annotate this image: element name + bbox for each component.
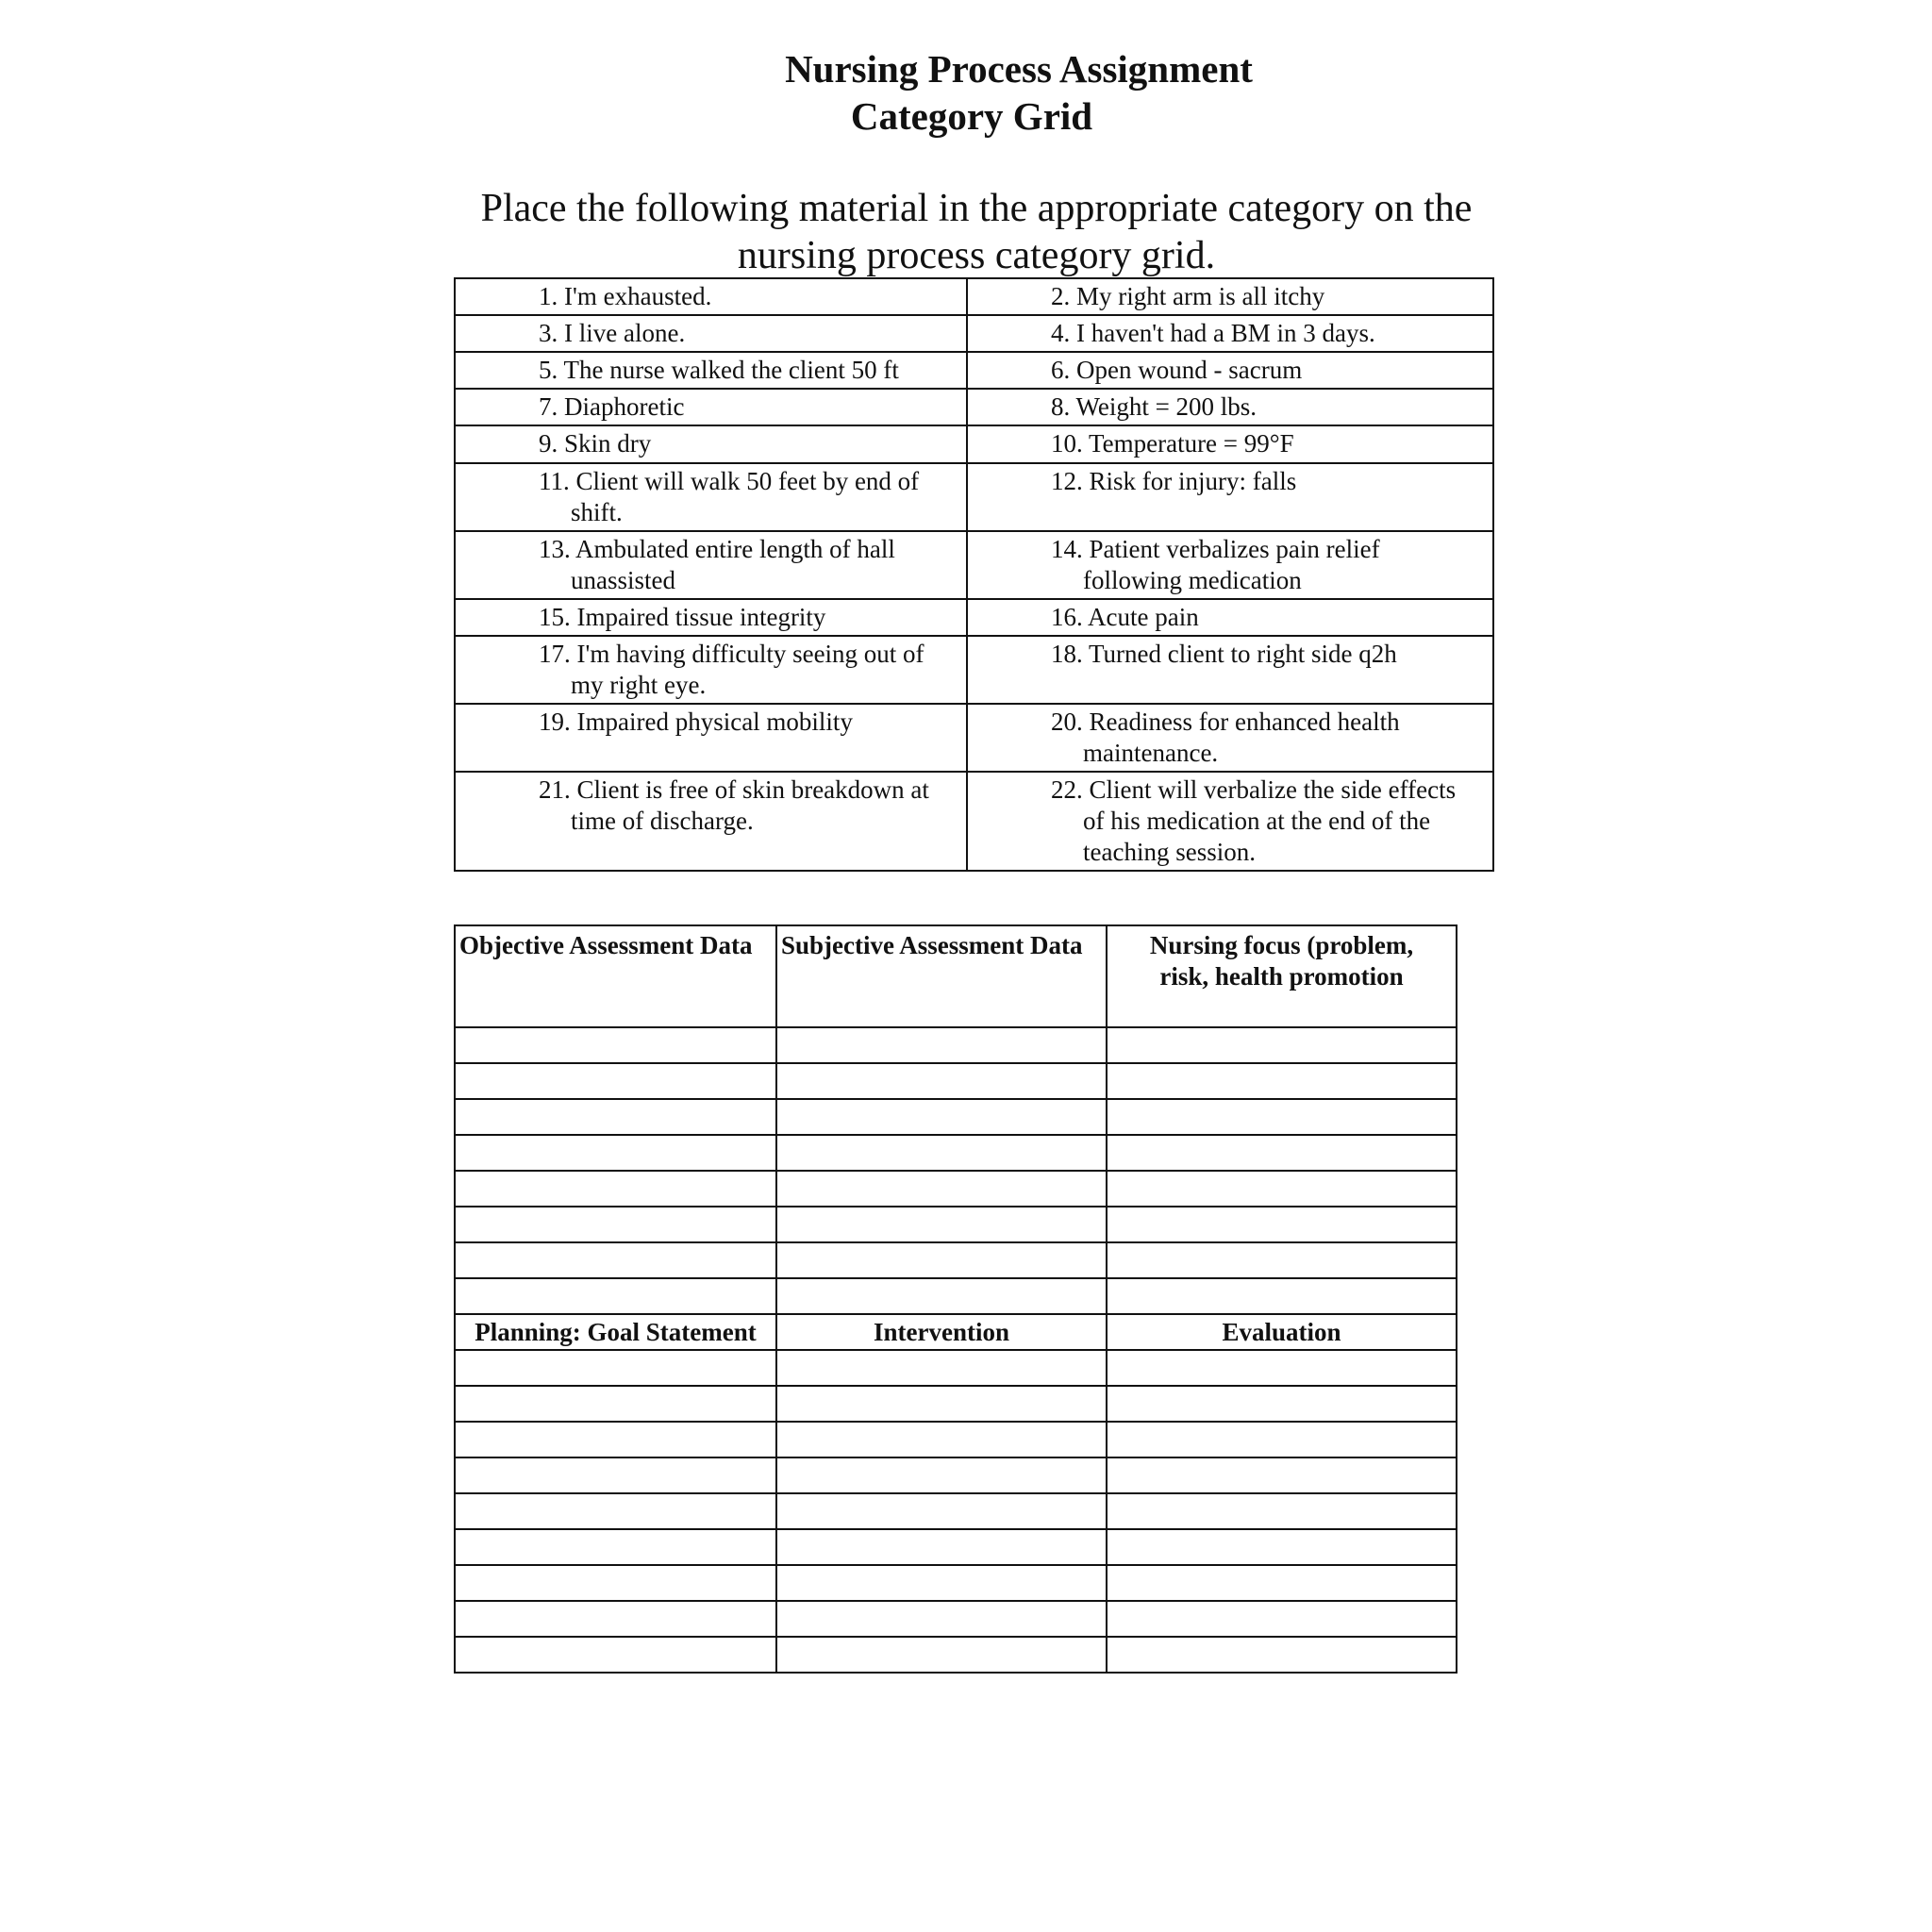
- grid-cell[interactable]: [776, 1207, 1107, 1242]
- evaluation-header: Evaluation: [1107, 1314, 1457, 1350]
- grid-cell[interactable]: [455, 1063, 776, 1099]
- page-subtitle: Category Grid: [850, 94, 1093, 138]
- grid-row: [455, 1027, 1457, 1063]
- grid-cell[interactable]: [1107, 1207, 1457, 1242]
- grid-cell[interactable]: [1107, 1099, 1457, 1135]
- grid-cell[interactable]: [1107, 1278, 1457, 1314]
- item-text: 10. Temperature = 99°F: [1051, 429, 1294, 458]
- item-text: 16. Acute pain: [1051, 603, 1199, 631]
- grid-cell[interactable]: [776, 1027, 1107, 1063]
- item-cell: [967, 463, 1493, 531]
- item-text: 17. I'm having difficulty seeing out of my right eye.: [539, 640, 924, 699]
- grid-cell[interactable]: [776, 1350, 1107, 1386]
- grid-cell[interactable]: [455, 1493, 776, 1529]
- item-cell: [967, 315, 1493, 352]
- grid-cell[interactable]: [455, 1386, 776, 1422]
- grid-cell[interactable]: [455, 1207, 776, 1242]
- grid-cell[interactable]: [455, 1099, 776, 1135]
- item-row: [455, 599, 1493, 636]
- instructions-text: Place the following material in the appropriate category on the nursing process category grid.: [480, 187, 1473, 277]
- grid-cell[interactable]: [1107, 1242, 1457, 1278]
- item-text: 1. I'm exhausted.: [539, 282, 712, 310]
- item-text: 20. Readiness for enhanced health maintenance.: [1051, 708, 1400, 767]
- item-cell: [455, 531, 967, 599]
- grid-row: [455, 1529, 1457, 1565]
- grid-cell[interactable]: [455, 1457, 776, 1493]
- grid-cell[interactable]: [776, 1565, 1107, 1601]
- grid-cell[interactable]: [776, 1099, 1107, 1135]
- item-cell: [967, 531, 1493, 599]
- item-row: [455, 389, 1493, 425]
- item-text: 2. My right arm is all itchy: [1051, 282, 1325, 310]
- grid-row: [455, 1386, 1457, 1422]
- grid-cell[interactable]: [1107, 1529, 1457, 1565]
- grid-row: [455, 1422, 1457, 1457]
- grid-cell[interactable]: [1107, 1422, 1457, 1457]
- item-text: 3. I live alone.: [539, 319, 686, 347]
- page-title: Nursing Process Assignment: [785, 47, 1253, 91]
- item-text: 4. I haven't had a BM in 3 days.: [1051, 319, 1375, 347]
- grid-cell[interactable]: [455, 1350, 776, 1386]
- item-row: [455, 352, 1493, 389]
- item-cell: [455, 772, 967, 871]
- item-text: 22. Client will verbalize the side effects of his medication at the end of the teaching session.: [1051, 775, 1457, 866]
- item-row: [455, 315, 1493, 352]
- grid-cell[interactable]: [1107, 1386, 1457, 1422]
- grid-cell[interactable]: [455, 1637, 776, 1673]
- grid-row: [455, 1350, 1457, 1386]
- grid-cell[interactable]: [1107, 1135, 1457, 1171]
- item-text: 5. The nurse walked the client 50 ft: [539, 356, 899, 384]
- item-text: 7. Diaphoretic: [539, 392, 685, 421]
- grid-cell[interactable]: [776, 1493, 1107, 1529]
- item-cell: [455, 278, 967, 315]
- item-row: [455, 531, 1493, 599]
- grid-cell[interactable]: [455, 1601, 776, 1637]
- item-text: 19. Impaired physical mobility: [539, 708, 853, 736]
- grid-cell[interactable]: [455, 1278, 776, 1314]
- item-row: [455, 636, 1493, 704]
- objective-assessment-header: Objective Assessment Data: [455, 925, 776, 1027]
- grid-cell[interactable]: [1107, 1601, 1457, 1637]
- item-text: 6. Open wound - sacrum: [1051, 356, 1303, 384]
- grid-cell[interactable]: [1107, 1027, 1457, 1063]
- grid-row: [455, 1601, 1457, 1637]
- grid-cell[interactable]: [776, 1135, 1107, 1171]
- assessment-header-row: [455, 925, 1457, 1027]
- grid-cell[interactable]: [776, 1457, 1107, 1493]
- grid-cell[interactable]: [776, 1171, 1107, 1207]
- grid-cell[interactable]: [1107, 1350, 1457, 1386]
- grid-row: [455, 1637, 1457, 1673]
- item-cell: [455, 389, 967, 425]
- grid-cell[interactable]: [1107, 1063, 1457, 1099]
- grid-row: [455, 1565, 1457, 1601]
- item-cell: [455, 425, 967, 463]
- item-cell: [455, 463, 967, 531]
- nursing-focus-header: Nursing focus (problem, risk, health promotion: [1107, 925, 1457, 1027]
- item-text: 12. Risk for injury: falls: [1051, 467, 1297, 495]
- grid-row: [455, 1493, 1457, 1529]
- grid-cell[interactable]: [1107, 1457, 1457, 1493]
- item-cell: [455, 704, 967, 772]
- grid-cell[interactable]: [455, 1422, 776, 1457]
- grid-cell[interactable]: [455, 1242, 776, 1278]
- item-cell: [967, 389, 1493, 425]
- grid-cell[interactable]: [776, 1063, 1107, 1099]
- item-cell: [967, 704, 1493, 772]
- grid-row: [455, 1135, 1457, 1171]
- grid-row: [455, 1207, 1457, 1242]
- grid-cell[interactable]: [776, 1529, 1107, 1565]
- grid-row: [455, 1242, 1457, 1278]
- grid-cell[interactable]: [776, 1422, 1107, 1457]
- item-row: [455, 425, 1493, 463]
- item-text: 11. Client will walk 50 feet by end of shift.: [539, 467, 920, 526]
- item-cell: [967, 772, 1493, 871]
- grid-cell[interactable]: [776, 1242, 1107, 1278]
- subjective-assessment-header: Subjective Assessment Data: [776, 925, 1107, 1027]
- grid-cell[interactable]: [455, 1171, 776, 1207]
- grid-cell[interactable]: [776, 1278, 1107, 1314]
- item-text: 18. Turned client to right side q2h: [1051, 640, 1397, 668]
- item-text: 15. Impaired tissue integrity: [539, 603, 826, 631]
- item-cell: [455, 599, 967, 636]
- grid-row: [455, 1063, 1457, 1099]
- grid-cell[interactable]: [776, 1386, 1107, 1422]
- item-row: [455, 463, 1493, 531]
- item-cell: [455, 315, 967, 352]
- grid-row: [455, 1099, 1457, 1135]
- grid-cell[interactable]: [455, 1135, 776, 1171]
- grid-cell[interactable]: [1107, 1637, 1457, 1673]
- item-text: 13. Ambulated entire length of hall unassisted: [539, 535, 895, 594]
- grid-cell[interactable]: [455, 1027, 776, 1063]
- item-cell: [967, 278, 1493, 315]
- grid-row: [455, 1457, 1457, 1493]
- item-text: 9. Skin dry: [539, 429, 652, 458]
- item-cell: [967, 425, 1493, 463]
- grid-cell[interactable]: [455, 1529, 776, 1565]
- category-grid: [454, 924, 1457, 1674]
- item-cell: [967, 599, 1493, 636]
- grid-cell[interactable]: [1107, 1565, 1457, 1601]
- grid-row: [455, 1278, 1457, 1314]
- item-cell: [967, 636, 1493, 704]
- item-row: [455, 278, 1493, 315]
- item-text: 21. Client is free of skin breakdown at time of discharge.: [539, 775, 929, 835]
- grid-cell[interactable]: [776, 1637, 1107, 1673]
- items-table: [454, 277, 1494, 872]
- item-row: [455, 704, 1493, 772]
- planning-header-row: [455, 1314, 1457, 1350]
- grid-cell[interactable]: [1107, 1493, 1457, 1529]
- item-cell: [455, 352, 967, 389]
- grid-cell[interactable]: [776, 1601, 1107, 1637]
- grid-cell[interactable]: [455, 1565, 776, 1601]
- item-row: [455, 772, 1493, 871]
- intervention-header: Intervention: [776, 1314, 1107, 1350]
- planning-goal-header: Planning: Goal Statement: [455, 1314, 776, 1350]
- item-cell: [455, 636, 967, 704]
- grid-cell[interactable]: [1107, 1171, 1457, 1207]
- grid-row: [455, 1171, 1457, 1207]
- item-text: 8. Weight = 200 lbs.: [1051, 392, 1257, 421]
- item-text: 14. Patient verbalizes pain relief following medication: [1051, 535, 1380, 594]
- item-cell: [967, 352, 1493, 389]
